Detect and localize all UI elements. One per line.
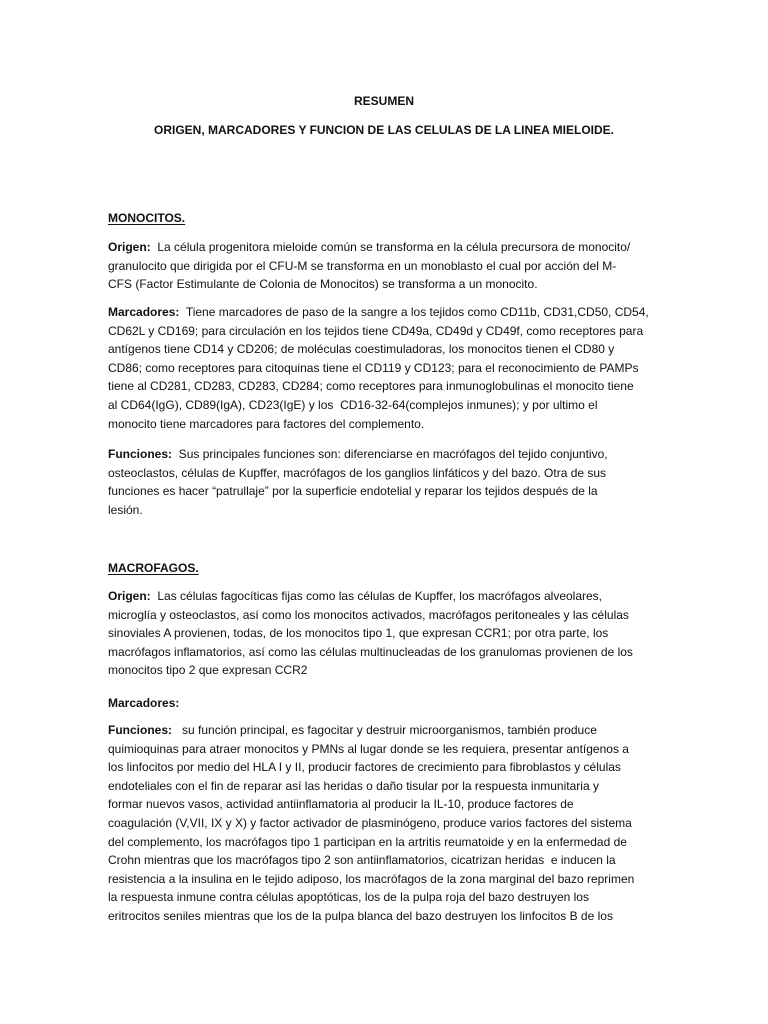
- paragraph-line: los linfocitos por medio del HLA I y II, producir factores de crecimiento para fibroblastos y células: [108, 760, 621, 775]
- paragraph-monocitos-marcadores: [108, 303, 668, 433]
- paragraph-line: CFS (Factor Estimulante de Colonia de Monocitos) se transforma a un monocito.: [108, 277, 538, 292]
- paragraph-line: [108, 694, 668, 713]
- paragraph-line: quimioquinas para atraer monocitos y PMNs al lugar donde se les requiera, presentar antígenos a: [108, 741, 629, 756]
- paragraph-line: macrófagos inflamatorios, así como las células multinucleadas de los granulomas provienen de los: [108, 644, 633, 659]
- paragraph-label: Marcadores:: [108, 305, 180, 319]
- paragraph-line: [108, 238, 668, 257]
- paragraph-line: [108, 303, 668, 322]
- paragraph-label: Funciones:: [108, 447, 173, 461]
- paragraph-line: del complemento, los macrófagos tipo 1 participan en la artritis reumatoide y en la enfermedad de: [108, 834, 627, 849]
- paragraph-line: endoteliales con el fin de reparar así las heridas o daño tisular por la respuesta inmunitaria y: [108, 778, 599, 793]
- section-heading-monocitos: MONOCITOS.: [108, 211, 186, 225]
- paragraph-line: tiene al CD281, CD283, CD283, CD284; como receptores para inmunoglobulinas el monocito tiene: [108, 379, 634, 394]
- paragraph-line: Crohn mientras que los macrófagos tipo 2 son antiinflamatorios, cicatrizan heridas e inducen la: [108, 853, 616, 868]
- paragraph-label: Origen:: [108, 240, 151, 254]
- paragraph-label: Funciones:: [108, 723, 173, 737]
- paragraph-line: [108, 587, 668, 606]
- paragraph-label: Origen:: [108, 589, 151, 603]
- paragraph-line: resistencia a la insulina en le tejido adiposo, los macrófagos de la zona marginal del bazo reprimen: [108, 871, 635, 886]
- paragraph-line: antígenos tiene CD14 y CD206; de moléculas coestimuladoras, los monocitos tienen el CD80 y: [108, 342, 615, 357]
- line-text: su función principal, es fagocitar y destruir microorganismos, también produce: [172, 723, 597, 737]
- document-subtitle: ORIGEN, MARCADORES Y FUNCION DE LAS CELULAS DE LA LINEA MIELOIDE.: [153, 123, 615, 137]
- paragraph-macrofagos-marcadores: [108, 694, 668, 713]
- paragraph-line: granulocito que dirigida por el CFU-M se transforma en un monoblasto el cual por acción del M-: [108, 258, 617, 273]
- paragraph-monocitos-funciones: [108, 445, 668, 519]
- paragraph-line: microglía y osteoclastos, así como los monocitos activados, macrófagos peritoneales y las células: [108, 607, 629, 622]
- paragraph-line: CD62L y CD169; para circulación en los tejidos tiene CD49a, CD49d y CD49f, como receptores para: [108, 323, 644, 338]
- paragraph-line: eritrocitos seniles mientras que los de la pulpa blanca del bazo destruyen los linfocitos B de los: [108, 908, 613, 923]
- paragraph-macrofagos-origen: [108, 587, 668, 680]
- paragraph-label: Marcadores:: [108, 696, 180, 710]
- paragraph-line: al CD64(IgG), CD89(IgA), CD23(IgE) y los CD16-32-64(complejos inmunes); y por ultimo el: [108, 397, 598, 412]
- paragraph-line: [108, 721, 668, 740]
- line-text: Tiene marcadores de paso de la sangre a los tejidos como CD11b, CD31,CD50, CD54,: [179, 305, 649, 319]
- section-heading-macrofagos: MACROFAGOS.: [108, 561, 199, 575]
- paragraph-line: formar nuevos vasos, actividad antiinflamatoria al producir la IL-10, produce factores de: [108, 797, 574, 812]
- paragraph-line: CD86; como receptores para citoquinas tiene el CD119 y CD123; para el reconocimiento de PAMPs: [108, 360, 639, 375]
- paragraph-line: la respuesta inmune contra células apoptóticas, los de la pulpa roja del bazo destruyen los: [108, 890, 589, 905]
- paragraph-line: monocito tiene marcadores para factores del complemento.: [108, 416, 425, 431]
- paragraph-line: coagulación (V,VII, IX y X) y factor activador de plasminógeno, produce varios factores del sistema: [108, 815, 632, 830]
- line-text: Sus principales funciones son: diferenciarse en macrófagos del tejido conjuntivo,: [172, 447, 608, 461]
- paragraph-line: [108, 445, 668, 464]
- line-text: La célula progenitora mieloide común se transforma en la célula precursora de monocito/: [150, 240, 631, 254]
- paragraph-monocitos-origen: [108, 238, 668, 294]
- paragraph-line: sinoviales A provienen, todas, de los monocitos tipo 1, que expresan CCR1; por otra parte, los: [108, 626, 609, 641]
- paragraph-macrofagos-funciones: [108, 721, 668, 926]
- document-title: RESUMEN: [353, 94, 414, 108]
- paragraph-line: monocitos tipo 2 que expresan CCR2: [108, 663, 308, 678]
- paragraph-line: funciones es hacer “patrullaje” por la superficie endotelial y reparar los tejidos después de la: [108, 484, 598, 499]
- paragraph-line: lesión.: [108, 502, 143, 517]
- line-text: Las células fagocíticas fijas como las células de Kupffer, los macrófagos alveolares,: [150, 589, 603, 603]
- paragraph-line: osteoclastos, células de Kupffer, macrófagos de los ganglios linfáticos y del bazo. Otra de sus: [108, 465, 607, 480]
